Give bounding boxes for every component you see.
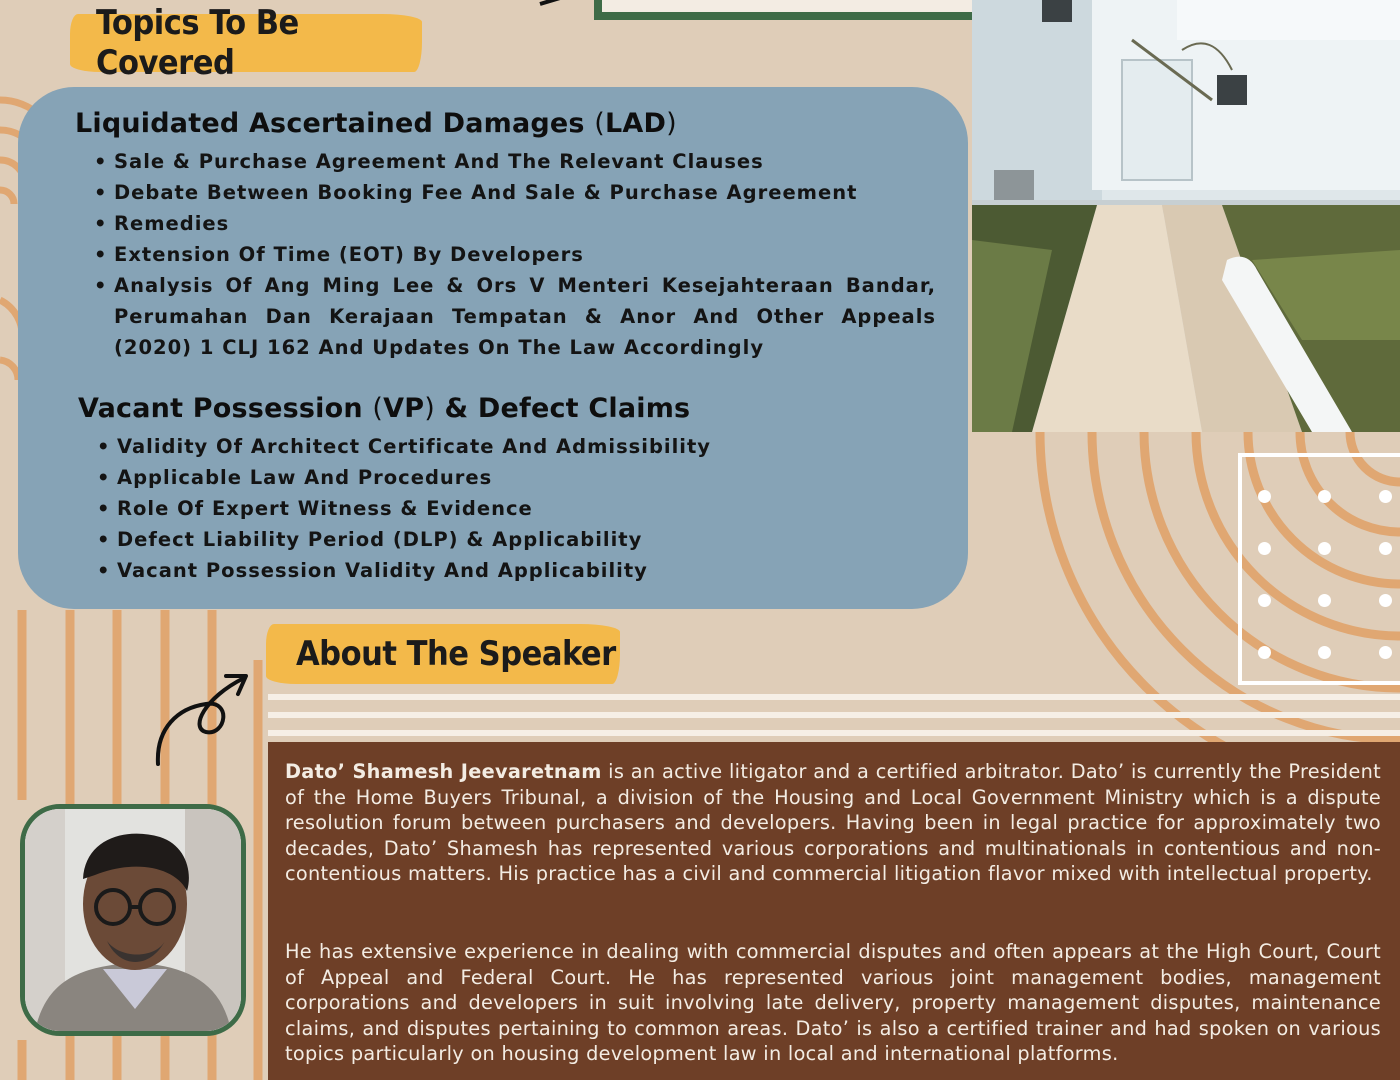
house-photo	[972, 0, 1400, 432]
list-item: • Extension Of Time (EOT) By Developers	[94, 239, 936, 270]
list-item: • Defect Liability Period (DLP) & Applicability	[97, 524, 797, 555]
list-item: • Role Of Expert Witness & Evidence	[97, 493, 797, 524]
dots-grid-icon	[1238, 453, 1400, 685]
list-item: • Vacant Possession Validity And Applicability	[97, 555, 797, 586]
divider-line	[268, 694, 1400, 700]
list-item: • Debate Between Booking Fee And Sale & Purchase Agreement	[94, 177, 936, 208]
vp-section-title: Vacant Possession (VP) & Defect Claims	[78, 393, 691, 424]
topics-panel	[18, 87, 968, 609]
bio-paragraph-1: Dato’ Shamesh Jeevaretnam is an active litigator and a certified arbitrator. Dato’ is currently the President of the Home Buyers Tribunal, a division of the Housing and Local Government Ministry which is a dispute resolution forum between purchasers and developers. Having been in legal practice for approximately two decades, Dato’ Shamesh has represented various corporations and multinationals in contentious and non-contentious matters. His practice has a civil and commercial litigation flavor mixed with intellectual property.	[285, 760, 1381, 886]
list-item: • Applicable Law And Procedures	[97, 462, 797, 493]
bio-panel	[268, 742, 1400, 1080]
top-frame	[598, 0, 1000, 16]
topics-heading: Topics To Be Covered	[70, 14, 422, 72]
speaker-heading: About The Speaker	[266, 624, 620, 684]
lad-section-title: Liquidated Ascertained Damages (LAD)	[75, 108, 677, 139]
list-item: • Remedies	[94, 208, 936, 239]
list-item: • Validity Of Architect Certificate And Admissibility	[97, 431, 797, 462]
lad-topic-list	[94, 146, 936, 363]
list-item: • Sale & Purchase Agreement And The Relevant Clauses	[94, 146, 936, 177]
divider-line	[268, 712, 1400, 718]
speaker-photo	[20, 804, 246, 1036]
list-item: • Analysis Of Ang Ming Lee & Ors V Menteri Kesejahteraan Bandar, Perumahan Dan Kerajaan Tempatan & Anor And Other Appeals (2020) 1 CLJ 162 And Updates On The Law Accordingly	[94, 270, 936, 363]
speaker-name: Dato’ Shamesh Jeevaretnam	[285, 760, 602, 783]
vp-topic-list	[97, 431, 797, 586]
divider-line	[268, 730, 1400, 736]
curly-arrow-icon	[148, 668, 252, 772]
bio-paragraph-2: He has extensive experience in dealing with commercial disputes and often appears at the High Court, Court of Appeal and Federal Court. He has represented various joint management bodies, management corporations and developers in suit involving late delivery, property management disputes, maintenance claims, and disputes pertaining to common areas. Dato’ is also a certified trainer and had spoken on various topics particularly on housing development law in local and international platforms.	[285, 940, 1381, 1066]
